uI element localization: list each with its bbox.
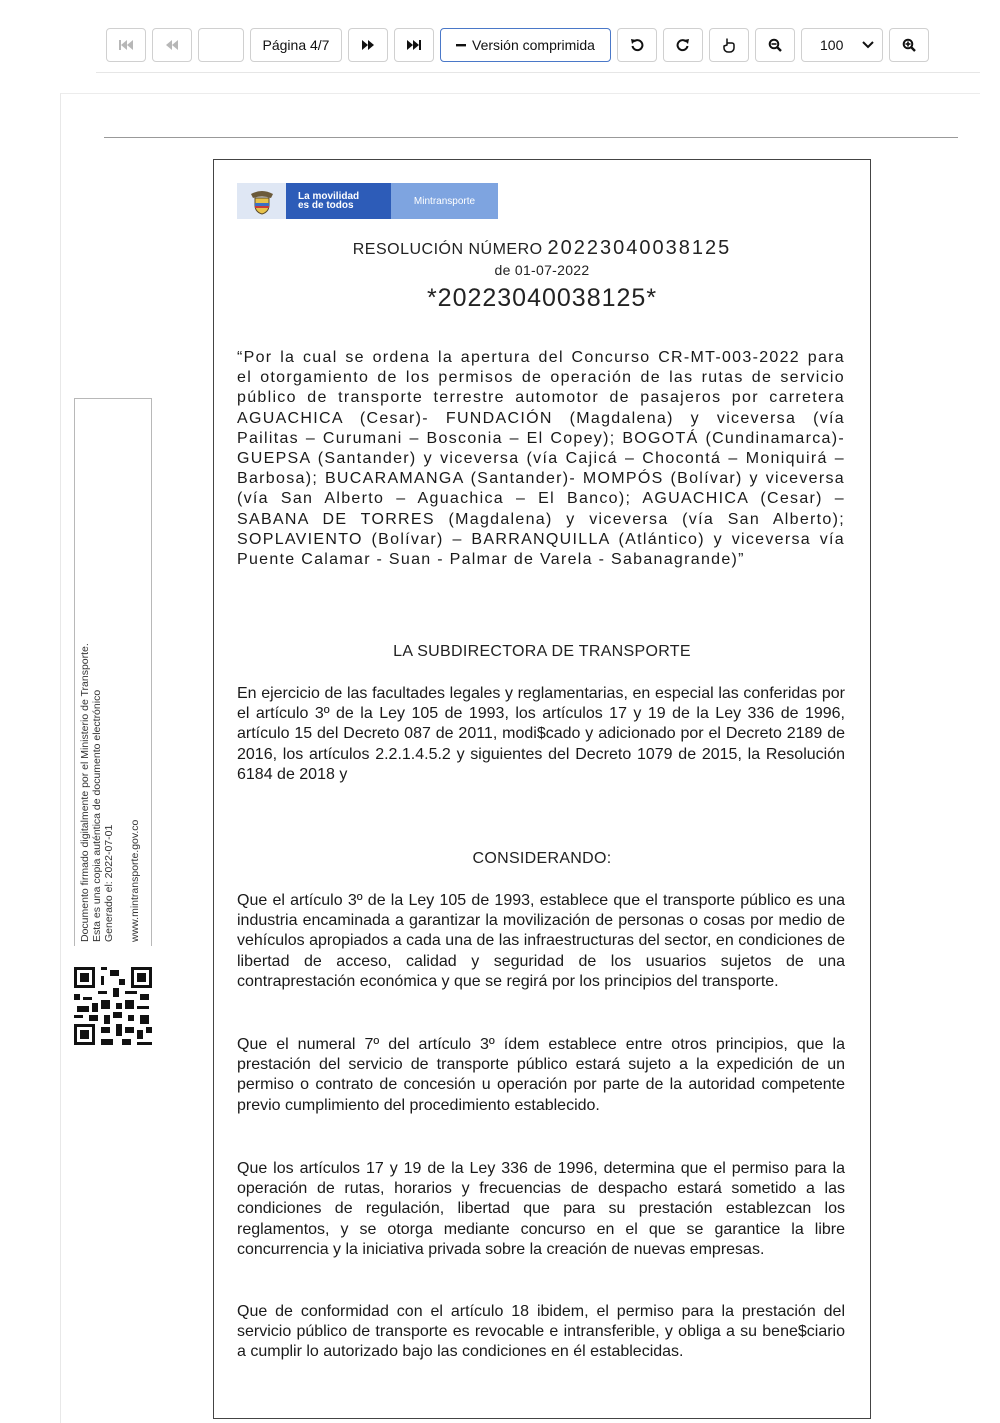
zoom-in-icon [902, 38, 916, 52]
last-page-button[interactable] [394, 28, 434, 62]
resolution-heading-prefix: RESOLUCIÓN NÚMERO [352, 241, 543, 258]
logo-tagline [286, 183, 391, 219]
rotate-right-icon [676, 38, 690, 52]
rotate-left-icon [630, 38, 644, 52]
prev-page-button[interactable] [152, 28, 192, 62]
logo-tagline-line-1: La movilidad [298, 191, 360, 202]
viewer-toolbar [106, 27, 929, 63]
page-indicator: Página 4/7 [250, 28, 342, 62]
resolution-subject: “Por la cual se ordena la apertura del Concurso CR-MT-003-2022 para el otorgamiento de los permisos de operación de las rutas de servicio público de transporte terrestre automotor de pasajeros por carretera AGUACHICA (Cesar)- FUNDACIÓN (Magdalena) y viceversa (vía Pailitas – Curumani – Bosconia – El Copey); BOGOTÁ (Cundinamarca)-GUEPSA (Santander) y viceversa (vía Cajicá – Chocontá – Moniquirá – Barbosa); BUCARAMANGA (Santander)- MOMPÓS (Bolívar) y viceversa (vía San Alberto – Aguachica – El Banco); AGUACHICA (Cesar) – SABANA DE TORRES (Magdalena) y viceversa (vía San Alberto); SOPLAVIENTO (Bolívar) – BARRANQUILLA (Atlántico) y viceversa vía Puente Calamar - Suan - Palmar de Varela - Sabanagrande)” [237, 349, 845, 569]
toolbar-divider [96, 72, 980, 73]
considerando-paragraph-4: Que de conformidad con el artículo 18 ibidem, el permiso para la prestación del servicio público de transporte es revocable e intransferible, y obliga a su bene$ciario a cumplir lo autorizado bajo las condiciones en él establecidas. [237, 1303, 845, 1361]
stamp-line-1: Documento firmado digitalmente por el Ministerio de Transporte. [79, 643, 91, 942]
zoom-value: 100 [820, 37, 844, 53]
first-page-button[interactable] [106, 28, 146, 62]
faculties-paragraph: En ejercicio de las facultades legales y reglamentarias, en especial las conferidas por el artículo 3º de la Ley 105 de 1993, los artículos 17 y 19 de la Ley 336 de 1996, artículo 15 del Decreto 087 de 2011, modi$cado y adicionado por el Decreto 2189 de 2016, los artículos 2.2.1.4.5.2 y siguientes del Decreto 1079 de 2015, la Resolución 6184 de 2018 y [237, 685, 845, 783]
logo-tagline-line-2: es de todos [298, 200, 354, 211]
stamp-line-2: Esta es una copia auténtica de documento electrónico [91, 689, 103, 942]
digital-signature-stamp [74, 398, 152, 946]
stamp-url: www.mintransporte.gov.co [129, 819, 141, 942]
hand-pointer-icon [722, 37, 736, 53]
authority-title: LA SUBDIRECTORA DE TRANSPORTE [393, 643, 691, 660]
resolution-barcode-text: *20223040038125* [426, 284, 658, 312]
chevron-down-icon [862, 41, 874, 49]
first-page-icon [118, 38, 134, 52]
rotate-left-button[interactable] [617, 28, 657, 62]
qr-code [74, 967, 152, 1045]
zoom-select[interactable] [801, 28, 883, 62]
considerando-paragraph-2: Que el numeral 7º del artículo 3º ídem establece entre otros principios, que la prestación del servicio de transporte público estará sujeto a la expedición de un permiso o contrato de concesión u operación por parte de la autoridad competente previo cumplimiento del procedimiento establecido. [237, 1036, 845, 1114]
hand-tool-button[interactable] [709, 28, 749, 62]
prev-page-icon [164, 38, 180, 52]
zoom-out-button[interactable] [755, 28, 795, 62]
coat-of-arms-icon [237, 183, 286, 219]
document-page [213, 159, 871, 1419]
next-page-button[interactable] [348, 28, 388, 62]
stamp-text [79, 402, 149, 942]
page-separator [104, 137, 958, 138]
resolution-heading [214, 237, 870, 260]
resolution-number: 20223040038125 [547, 237, 732, 259]
mintransporte-logo [237, 183, 498, 219]
resolution-date: de 01-07-2022 [494, 262, 590, 278]
minus-icon [456, 40, 466, 50]
page-number-input[interactable] [198, 28, 244, 62]
compressed-version-button[interactable] [440, 28, 611, 62]
zoom-out-icon [768, 38, 782, 52]
considerando-paragraph-3: Que los artículos 17 y 19 de la Ley 336 de 1996, determina que el permiso para la operación de rutas, horarios y frecuencias de despacho estará sometido a las condiciones de regulación, libertad que para su prestación establezcan los reglamentos, y se otorga mediante concurso en el que se garantice la libre concurrencia y la iniciativa privada sobre la creación de nuevas empresas. [237, 1160, 845, 1258]
stamp-line-3: Generado el: 2022-07-01 [103, 824, 115, 942]
last-page-icon [406, 38, 422, 52]
logo-ministry: Mintransporte [391, 183, 498, 219]
next-page-icon [360, 38, 376, 52]
compressed-version-label: Versión comprimida [472, 37, 595, 53]
rotate-right-button[interactable] [663, 28, 703, 62]
considerando-paragraph-1: Que el artículo 3º de la Ley 105 de 1993, establece que el transporte público es una industria encaminada a garantizar la movilización de personas o cosas por medio de vehículos apropiados a cada una de las infraestructuras del sector, en condiciones de libertad de acceso, calidad y seguridad de los usuarios sujetos de una contraprestación económica y que se regirá por los principios del transporte. [237, 892, 845, 990]
considerando-title: CONSIDERANDO: [472, 850, 612, 867]
zoom-in-button[interactable] [889, 28, 929, 62]
